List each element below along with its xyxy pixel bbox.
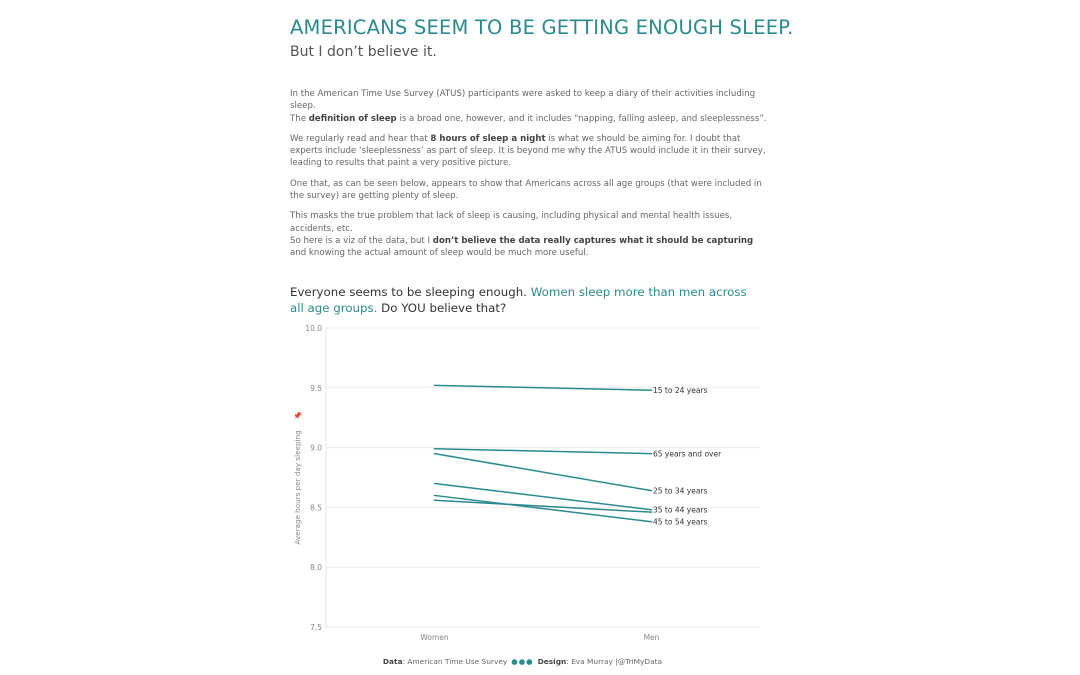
y-tick-label: 9.0 xyxy=(310,443,322,453)
intro-p2-post: is what we should be aiming for. I doubt that experts include ‘sleeplessness’ as part of sleep. It is beyond me why the ATUS would include it in their survey, leading to results that paint a very positive picture. xyxy=(290,133,766,169)
gridlines xyxy=(326,328,760,627)
footer-dots-icon: ●●● xyxy=(511,657,534,666)
chart-title-part1: Everyone seems to be sleeping enough. xyxy=(290,285,531,299)
y-tick-label: 8.5 xyxy=(310,503,322,513)
series-lines xyxy=(435,385,652,521)
footer-data-label: Data xyxy=(382,657,403,666)
series-labels xyxy=(653,386,722,527)
chart-title-highlight: Women sleep more than men across all age groups. xyxy=(290,285,747,315)
x-tick-label: Women xyxy=(420,633,449,642)
intro-paragraph-2 xyxy=(290,133,770,170)
footer-data-value: : American Time Use Survey xyxy=(402,657,508,666)
intro-p4-line2-post: and knowing the actual amount of sleep would be much more useful. xyxy=(290,248,589,259)
chart-title-part2: Do YOU believe that? xyxy=(377,301,507,315)
series-line xyxy=(435,449,652,454)
series-label: 35 to 44 years xyxy=(653,505,708,515)
series-line xyxy=(435,454,652,491)
y-tick-label: 9.5 xyxy=(310,383,322,393)
y-axis xyxy=(293,324,326,632)
page-subtitle: But I don’t believe it. xyxy=(290,44,437,60)
series-line xyxy=(435,495,652,521)
intro-p4-line1: This masks the true problem that lack of sleep is causing, including physical and mental health issues, accidents, etc. xyxy=(290,211,733,234)
series-label: 65 years and over xyxy=(653,449,722,459)
intro-p1-line2-post: is a broad one, however, and it includes “napping, falling asleep, and sleeplessness”. xyxy=(396,113,767,124)
intro-p4-line2-pre: So here is a viz of the data, but I xyxy=(290,235,433,246)
chart-title xyxy=(290,284,760,316)
intro-p1-line2-bold: definition of sleep xyxy=(308,113,397,124)
page-title: AMERICANS SEEM TO BE GETTING ENOUGH SLEEP. xyxy=(290,16,794,39)
intro-p1-line1: In the American Time Use Survey (ATUS) participants were asked to keep a diary of their activities including sleep. xyxy=(290,89,756,112)
y-axis-title: Average hours per day sleeping xyxy=(293,430,302,545)
intro-p2-bold: 8 hours of sleep a night xyxy=(430,133,546,144)
intro-paragraph-3: One that, as can be seen below, appears to show that Americans across all age groups (that were included in the survey) are getting plenty of sleep. xyxy=(290,178,762,202)
y-tick-label: 10.0 xyxy=(305,324,322,333)
footer xyxy=(0,657,1045,666)
intro-paragraph-4 xyxy=(290,210,770,259)
x-axis xyxy=(420,633,659,642)
intro-p4-line2-bold: don’t believe the data really captures what it should be capturing xyxy=(432,235,754,246)
series-label: 25 to 34 years xyxy=(653,486,708,496)
intro-p2-pre: We regularly read and hear that xyxy=(290,133,431,144)
y-tick-label: 8.0 xyxy=(310,563,322,573)
x-tick-label: Men xyxy=(643,633,660,642)
slope-chart xyxy=(286,316,766,648)
series-label: 45 to 54 years xyxy=(653,517,708,527)
intro-text xyxy=(290,88,770,260)
footer-design-label: Design xyxy=(537,657,567,666)
intro-p1-line2-pre: The xyxy=(290,113,309,124)
series-label: 15 to 24 years xyxy=(653,385,708,395)
intro-paragraph-1 xyxy=(290,88,770,125)
y-tick-label: 7.5 xyxy=(310,623,322,632)
header xyxy=(290,14,794,268)
pin-icon: 📌 xyxy=(293,412,302,420)
footer-design-value: : Eva Murray |@TriMyData xyxy=(566,657,663,666)
